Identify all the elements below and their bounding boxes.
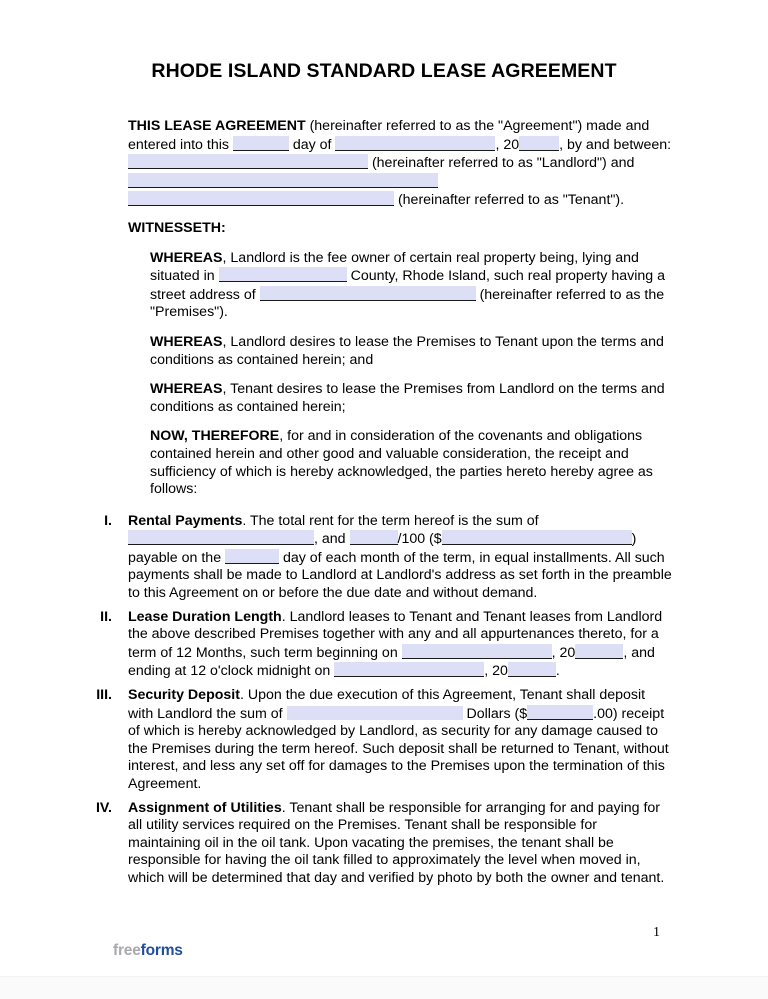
- field-month[interactable]: [335, 136, 495, 151]
- whereas-3-text: , Tenant desires to lease the Premises from Landlord on the terms and conditions as contained herein;: [150, 381, 665, 415]
- whereas-clause-3: [150, 381, 672, 416]
- whereas-2-lead: WHEREAS: [150, 333, 223, 350]
- preamble-text-1: (hereinafter referred to as the "Agreement") made and entered into this: [128, 118, 650, 153]
- field-tenant-name-b[interactable]: [128, 191, 394, 206]
- whereas-1-lead: WHEREAS: [150, 249, 223, 266]
- witnesseth-heading-text: WITNESSETH:: [128, 219, 226, 236]
- section-4-body: [128, 800, 672, 888]
- section-1-text-2: , and: [314, 531, 350, 548]
- field-landlord-name[interactable]: [128, 154, 368, 169]
- field-end-date[interactable]: [334, 662, 484, 677]
- section-3-text-1: . Upon the due execution of this Agreement, Tenant shall deposit with Landlord the sum of: [128, 687, 646, 722]
- section-4-numeral: IV.: [95, 799, 112, 816]
- preamble-text-4: , by and between:: [559, 136, 672, 153]
- logo-text-free: free: [113, 942, 141, 959]
- field-street-address[interactable]: [260, 286, 476, 301]
- section-3-body: [128, 687, 672, 794]
- field-tenant-name-a[interactable]: [128, 173, 438, 188]
- whereas-1-text-1: , Landlord is the fee owner of certain real property being, lying and situated in: [150, 249, 639, 285]
- whereas-clause-1: [150, 250, 672, 322]
- field-county[interactable]: [219, 267, 347, 282]
- page-number: 1: [653, 925, 660, 940]
- field-start-year[interactable]: [575, 644, 623, 659]
- section-1-text-1: . The total rent for the term hereof is the sum of: [242, 512, 539, 529]
- section-1-numeral: I.: [104, 512, 112, 529]
- section-2-text-4: , 20: [484, 663, 508, 680]
- section-3-heading: Security Deposit: [128, 687, 240, 704]
- preamble-text-3: , 20: [495, 136, 520, 153]
- field-year[interactable]: [519, 136, 559, 151]
- now-therefore-text: , for and in consideration of the covenants and obligations contained herein and other good and valuable consideration, the receipt and sufficiency of which is hereby acknowledged, the parties hereto hereby agree as follows:: [150, 428, 653, 498]
- field-rent-cents[interactable]: [350, 530, 398, 545]
- page-bottom-edge: [0, 976, 768, 999]
- section-3-text-3: .00) receipt of which is hereby acknowledged by Landlord, as security for any damage caused to the Premises during the term hereof. Such deposit shall be returned to Tenant, without interest, and less any set off for damages to the Premises upon the termination of this Agreement.: [128, 705, 669, 792]
- section-rental-payments: [78, 513, 672, 603]
- section-4-heading: Assignment of Utilities: [128, 799, 282, 816]
- field-day[interactable]: [233, 136, 289, 151]
- section-4-text: . Tenant shall be responsible for arranging for and paying for all utility services required on the Premises. Tenant shall be responsible for maintaining oil in the oil tank. Upon vacating the premises, the tenant shall be responsible for having the oil tank filled to approximately the level when moved in, which will be determined that day and verified by photo by both the owner and tenant.: [128, 799, 665, 886]
- field-rent-amount-numeric[interactable]: [442, 530, 632, 545]
- section-assignment-of-utilities: [78, 800, 672, 888]
- field-start-date[interactable]: [402, 644, 552, 659]
- field-deposit-numeric[interactable]: [527, 705, 593, 720]
- preamble-paragraph: [128, 118, 672, 210]
- section-2-body: [128, 609, 672, 681]
- section-2-text-3: , and ending at 12 o'clock midnight on: [128, 644, 655, 680]
- now-therefore-clause: [150, 428, 672, 498]
- preamble-text-6: (hereinafter referred to as "Tenant").: [394, 192, 625, 209]
- logo-text-forms: forms: [140, 942, 183, 959]
- field-deposit-words[interactable]: [287, 706, 463, 720]
- whereas-1-text-2: County, Rhode Island, such real property having a street address of: [150, 268, 665, 303]
- preamble-lead: THIS LEASE AGREEMENT: [128, 118, 306, 134]
- section-2-heading: Lease Duration Length: [128, 608, 282, 625]
- document-body: [78, 118, 672, 888]
- section-2-text-1: . Landlord leases to Tenant and Tenant leases from Landlord the above described Premises together with any and all appurtenances thereto, for a term of 12 Months, such term beginning on: [128, 608, 663, 661]
- section-3-text-2: Dollars ($: [462, 705, 528, 722]
- preamble-text-5: (hereinafter referred to as "Landlord") and: [368, 155, 635, 172]
- section-1-text-4: ) payable on the: [128, 531, 637, 566]
- section-1-body: [128, 513, 672, 603]
- whereas-2-text: , Landlord desires to lease the Premises to Tenant upon the terms and conditions as contained herein; and: [150, 333, 664, 368]
- section-2-numeral: II.: [100, 608, 112, 625]
- section-1-heading: Rental Payments: [128, 512, 243, 529]
- page-title: RHODE ISLAND STANDARD LEASE AGREEMENT: [151, 60, 617, 82]
- field-payment-day[interactable]: [225, 549, 279, 564]
- whereas-clause-2: [150, 334, 672, 369]
- whereas-1-text-3: (hereinafter referred to as the "Premises").: [150, 286, 665, 321]
- freeforms-logo[interactable]: [113, 942, 183, 960]
- section-1-text-5: day of each month of the term, in equal installments. All such payments shall be made to Landlord at Landlord's address as set forth in the preamble to this Agreement on or before the due date and without demand.: [128, 549, 672, 602]
- field-rent-amount-words[interactable]: [128, 530, 314, 545]
- witnesseth-heading: [128, 220, 672, 238]
- now-therefore-lead: NOW, THEREFORE: [150, 428, 280, 445]
- section-1-text-3: /100 ($: [397, 531, 442, 548]
- section-security-deposit: [78, 687, 672, 794]
- section-2-text-5: .: [555, 663, 560, 680]
- field-end-year[interactable]: [508, 662, 556, 677]
- section-3-numeral: III.: [96, 687, 112, 704]
- section-2-text-2: , 20: [551, 644, 576, 661]
- whereas-3-lead: WHEREAS: [150, 381, 223, 398]
- preamble-text-2: day of: [288, 136, 336, 153]
- section-lease-duration: [78, 609, 672, 681]
